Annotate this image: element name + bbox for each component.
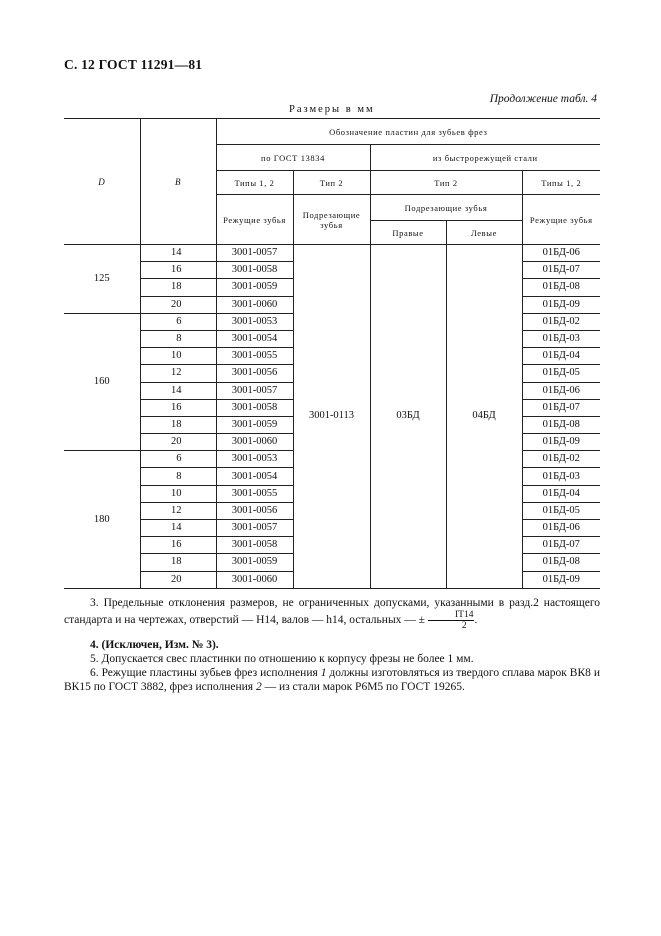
right-header: Правые <box>370 221 446 245</box>
hss-code: 01БД-08 <box>522 279 600 296</box>
hss-code: 01БД-07 <box>522 537 600 554</box>
b-value: 14 <box>140 245 216 262</box>
gost-code: 3001-0057 <box>216 382 293 399</box>
d-value: 160 <box>64 313 140 451</box>
gost-code: 3001-0060 <box>216 434 293 451</box>
hss-code: 01БД-05 <box>522 502 600 519</box>
gost-code: 3001-0058 <box>216 399 293 416</box>
gost-code: 3001-0057 <box>216 245 293 262</box>
gost-code: 3001-0059 <box>216 279 293 296</box>
gost-code: 3001-0055 <box>216 348 293 365</box>
note-3: 3. Предельные отклонения размеров, не ограниченных допусками, указанными в разд.2 настоящего стандарта и на чертежах, отверстий — Н14, валов — h14, остальных — ± $\frac{IT14}{2}$ . <box>64 597 600 631</box>
merged-trim-gost: 3001-0113 <box>293 245 370 589</box>
hss-header: из быстрорежущей стали <box>370 145 600 171</box>
d-value: 180 <box>64 451 140 589</box>
b-value: 18 <box>140 416 216 433</box>
gost-code: 3001-0057 <box>216 520 293 537</box>
gost-code: 3001-0056 <box>216 365 293 382</box>
merged-left: 04БД <box>446 245 522 589</box>
b-value: 18 <box>140 554 216 571</box>
gost-code: 3001-0058 <box>216 537 293 554</box>
hss-code: 01БД-03 <box>522 330 600 347</box>
type-2-header: Тип 2 <box>293 171 370 195</box>
note-5: 5. Допускается свес пластинки по отношению к корпусу фрезы не более 1 мм. <box>90 653 474 665</box>
b-value: 12 <box>140 365 216 382</box>
d-value: 125 <box>64 245 140 314</box>
designation-header: Обозначение пластин для зубьев фрез <box>216 119 600 145</box>
trimming-teeth-hss-header: Подрезающие зубья <box>370 195 522 221</box>
b-value: 18 <box>140 279 216 296</box>
plates-table <box>64 118 600 589</box>
gost-code: 3001-0054 <box>216 330 293 347</box>
gost-code: 3001-0053 <box>216 313 293 330</box>
hss-code: 01БД-06 <box>522 520 600 537</box>
hss-code: 01БД-04 <box>522 348 600 365</box>
gost-code: 3001-0053 <box>216 451 293 468</box>
b-value: 14 <box>140 520 216 537</box>
gost-code: 3001-0054 <box>216 468 293 485</box>
units-label: Размеры в мм <box>289 104 375 115</box>
hss-code: 01БД-07 <box>522 399 600 416</box>
cutting-teeth-header: Режущие зубья <box>216 195 293 245</box>
hss-code: 01БД-04 <box>522 485 600 502</box>
gost-code: 3001-0058 <box>216 262 293 279</box>
hss-code: 01БД-05 <box>522 365 600 382</box>
note-6: 6. Режущие пластины зубьев фрез исполнения 1 должны изготовляться из твердого сплава марок ВК8 и ВК15 по ГОСТ 3882, фрез исполнения 2 — из стали марок Р6М5 по ГОСТ 19265. <box>64 667 600 693</box>
b-value: 10 <box>140 485 216 502</box>
fraction: $\frac{IT14}{2}$ <box>428 610 474 631</box>
hss-code: 01БД-03 <box>522 468 600 485</box>
gost-code: 3001-0055 <box>216 485 293 502</box>
b-value: 16 <box>140 262 216 279</box>
gost-code: 3001-0060 <box>216 571 293 588</box>
trimming-teeth-header: Подрезающие зубья <box>293 195 370 245</box>
page-title: С. 12 ГОСТ 11291—81 <box>64 57 203 72</box>
hss-code: 01БД-08 <box>522 554 600 571</box>
type-2-hss-header: Тип 2 <box>370 171 522 195</box>
cutting-teeth-hss-header: Режущие зубья <box>522 195 600 245</box>
column-header-b: B <box>140 119 216 245</box>
left-header: Левые <box>446 221 522 245</box>
hss-code: 01БД-09 <box>522 434 600 451</box>
note-4: 4. (Исключен, Изм. № 3). <box>90 639 219 651</box>
b-value: 20 <box>140 571 216 588</box>
merged-right: 03БД <box>370 245 446 589</box>
b-value: 8 <box>140 468 216 485</box>
b-value: 10 <box>140 348 216 365</box>
b-value: 6 <box>140 451 216 468</box>
table-row <box>64 245 600 262</box>
b-value: 8 <box>140 330 216 347</box>
gost-code: 3001-0059 <box>216 554 293 571</box>
hss-code: 01БД-06 <box>522 245 600 262</box>
b-value: 16 <box>140 399 216 416</box>
table-continuation-label: Продолжение табл. 4 <box>489 93 597 105</box>
b-value: 20 <box>140 434 216 451</box>
hss-code: 01БД-02 <box>522 313 600 330</box>
gost-code: 3001-0060 <box>216 296 293 313</box>
gost-13834-header: по ГОСТ 13834 <box>216 145 370 171</box>
hss-code: 01БД-07 <box>522 262 600 279</box>
gost-code: 3001-0059 <box>216 416 293 433</box>
types-1-2-header: Типы 1, 2 <box>216 171 293 195</box>
b-value: 14 <box>140 382 216 399</box>
hss-code: 01БД-06 <box>522 382 600 399</box>
b-value: 20 <box>140 296 216 313</box>
column-header-d: D <box>64 119 140 245</box>
b-value: 6 <box>140 313 216 330</box>
notes-section <box>64 596 600 694</box>
gost-code: 3001-0056 <box>216 502 293 519</box>
hss-code: 01БД-02 <box>522 451 600 468</box>
hss-code: 01БД-09 <box>522 571 600 588</box>
types-1-2-hss-header: Типы 1, 2 <box>522 171 600 195</box>
hss-code: 01БД-08 <box>522 416 600 433</box>
b-value: 16 <box>140 537 216 554</box>
hss-code: 01БД-09 <box>522 296 600 313</box>
b-value: 12 <box>140 502 216 519</box>
